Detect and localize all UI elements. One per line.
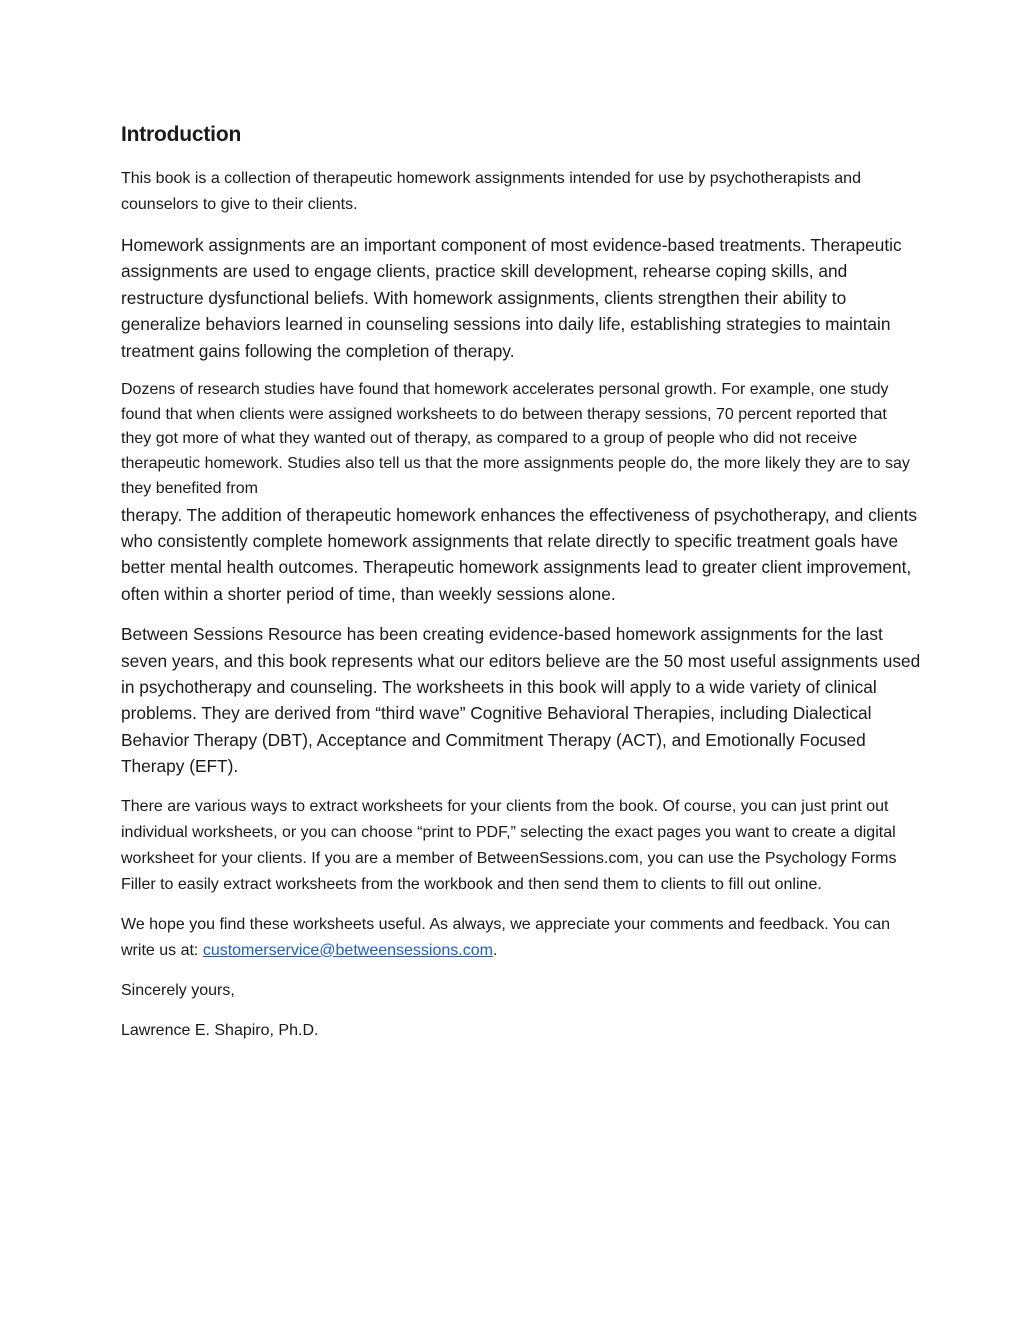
- between-sessions-paragraph: Between Sessions Resource has been creating evidence-based homework assignments for the last seven years, and this book represents what our editors believe are the 50 most useful assignments used in psychotherapy and counseling. The worksheets in this book will apply to a wide variety of clinical problems. They are derived from “third wave” Cognitive Behavioral Therapies, including Dialectical Behavior Therapy (DBT), Acceptance and Commitment Therapy (ACT), and Emotionally Focused Therapy (EFT).: [121, 624, 921, 777]
- research-paragraph-part-2: therapy. The addition of therapeutic homework enhances the effectiveness of psychotherapy, and clients who consistently complete homework assignments that relate directly to specific treatment goals have better mental health outcomes. Therapeutic homework assignments lead to greater client improvement, often within a shorter period of time, than weekly sessions alone.: [121, 504, 918, 604]
- homework-importance-paragraph: Homework assignments are an important component of most evidence-based treatments. Therapeutic assignments are used to engage clients, practice skill development, rehearse coping skills, and restructure dysfunctional beliefs. With homework assignments, clients strengthen their ability to generalize behaviors learned in counseling sessions into daily life, establishing strategies to maintain treatment gains following the completion of therapy.: [121, 235, 902, 361]
- feedback-paragraph: [121, 912, 921, 964]
- intro-paragraph: This book is a collection of therapeutic homework assignments intended for use by psychotherapists and counselors to give to their clients.: [121, 170, 861, 213]
- research-paragraph: [121, 378, 921, 607]
- signature-text: Lawrence E. Shapiro, Ph.D.: [121, 1021, 319, 1039]
- research-paragraph-part-1: Dozens of research studies have found that homework accelerates personal growth. For example, one study found that when clients were assigned worksheets to do between therapy sessions, 70 percent reported that they got more of what they wanted out of therapy, as compared to a group of people who did not receive therapeutic homework. Studies also tell us that the more assignments people do, the more likely they are to say they benefited from: [121, 381, 910, 497]
- document-page: [121, 120, 921, 1058]
- closing-text: Sincerely yours,: [121, 981, 235, 999]
- email-link[interactable]: customerservice@betweensessions.com: [202, 941, 493, 959]
- feedback-text: We hope you find these worksheets useful. As always, we appreciate your comments and feedback. You can write us at:: [121, 915, 891, 959]
- extract-worksheets-paragraph: There are various ways to extract worksheets for your clients from the book. Of course, you can just print out individual worksheets, or you can choose “print to PDF,” selecting the exact pages you want to create a digital worksheet for your clients. If you are a member of BetweenSessions.com, you can use the Psychology Forms Filler to easily extract worksheets from the workbook and then send them to clients to fill out online.: [121, 797, 897, 893]
- feedback-end: .: [492, 941, 498, 959]
- page-title: Introduction: [121, 123, 242, 146]
